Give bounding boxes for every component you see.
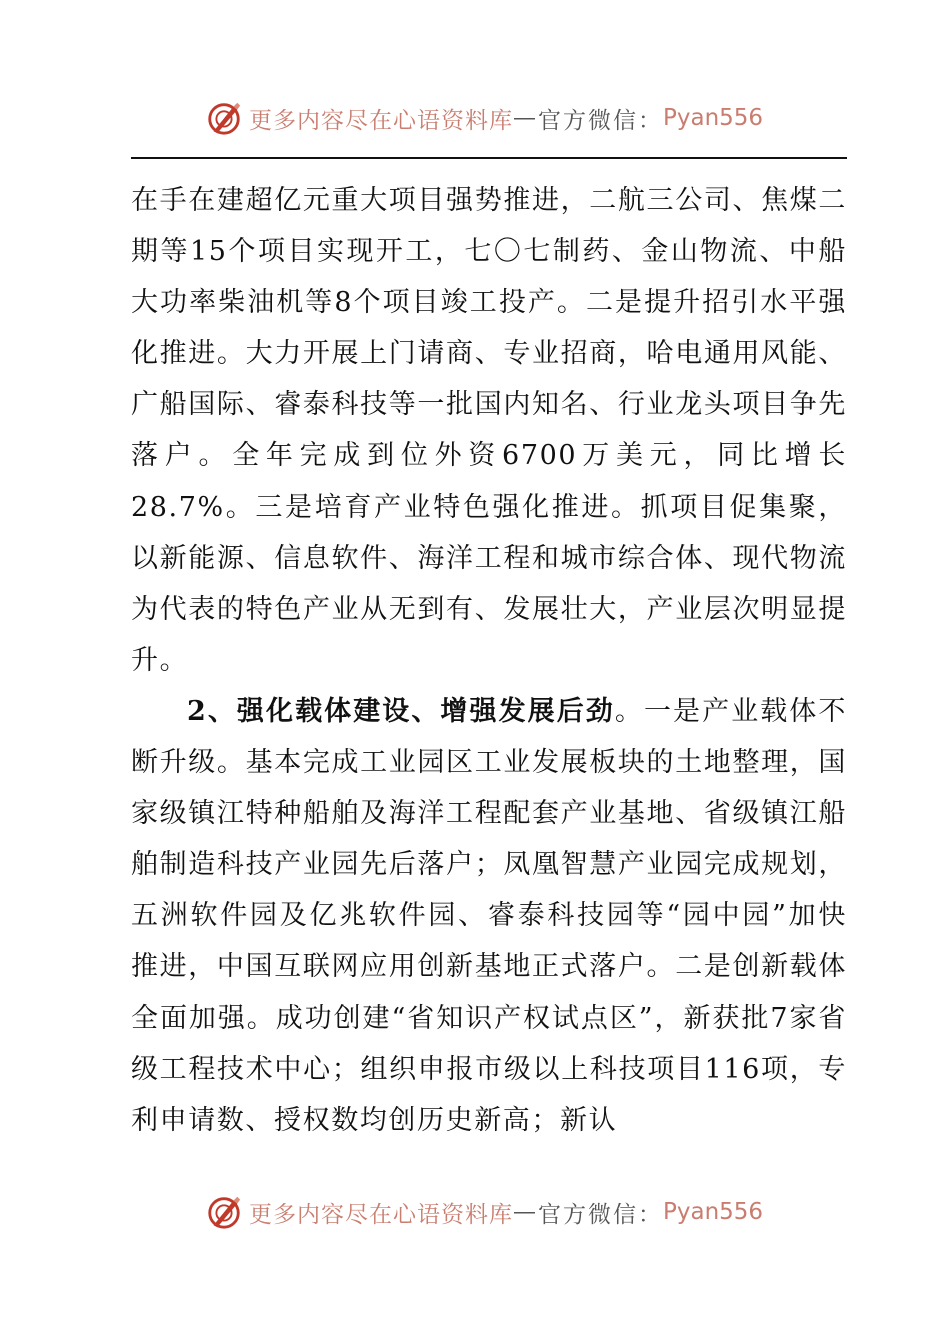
watermark-banner-bottom bbox=[205, 1192, 763, 1232]
watermark-banner-top bbox=[205, 98, 763, 138]
watermark-dash: — bbox=[513, 1199, 538, 1225]
document-body bbox=[131, 175, 847, 1146]
paragraph-2-heading: 2、强化载体建设、增强发展后劲 bbox=[187, 695, 615, 727]
watermark-dash: — bbox=[513, 105, 538, 131]
pen-circle-icon bbox=[205, 99, 243, 137]
watermark-main-text: 更多内容尽在心语资料库 bbox=[249, 1201, 513, 1228]
watermark-wechat-id: Pyan556 bbox=[663, 105, 764, 131]
watermark-wechat-label: 官方微信： bbox=[538, 1201, 663, 1228]
watermark-wechat-label: 官方微信： bbox=[538, 107, 663, 134]
header-divider bbox=[131, 157, 847, 159]
paragraph-1 bbox=[131, 175, 847, 686]
watermark-wechat-id: Pyan556 bbox=[663, 1199, 764, 1225]
watermark-main-text: 更多内容尽在心语资料库 bbox=[249, 107, 513, 134]
paragraph-1-text: 在手在建超亿元重大项目强势推进，二航三公司、焦煤二期等15个项目实现开工，七〇七制药、金山物流、中船大功率柴油机等8个项目竣工投产。二是提升招引水平强化推进。大力开展上门请商、专业招商，哈电通用风能、广船国际、睿泰科技等一批国内知名、行业龙头项目争先落户。全年完成到位外资6700万美元，同比增长28.7%。三是培育产业特色强化推进。抓项目促集聚，以新能源、信息软件、海洋工程和城市综合体、现代物流为代表的特色产业从无到有、发展壮大，产业层次明显提升。 bbox=[131, 185, 847, 676]
paragraph-2 bbox=[131, 686, 847, 1146]
paragraph-2-text: 。一是产业载体不断升级。基本完成工业园区工业发展板块的土地整理，国家级镇江特种船舶及海洋工程配套产业基地、省级镇江船舶制造科技产业园先后落户；凤凰智慧产业园完成规划，五洲软件园及亿兆软件园、睿泰科技园等“园中园”加快推进，中国互联网应用创新基地正式落户。二是创新载体全面加强。成功创建“省知识产权试点区”，新获批7家省级工程技术中心；组织申报市级以上科技项目116项，专利申请数、授权数均创历史新高；新认 bbox=[131, 695, 847, 1136]
pen-circle-icon bbox=[205, 1193, 243, 1231]
